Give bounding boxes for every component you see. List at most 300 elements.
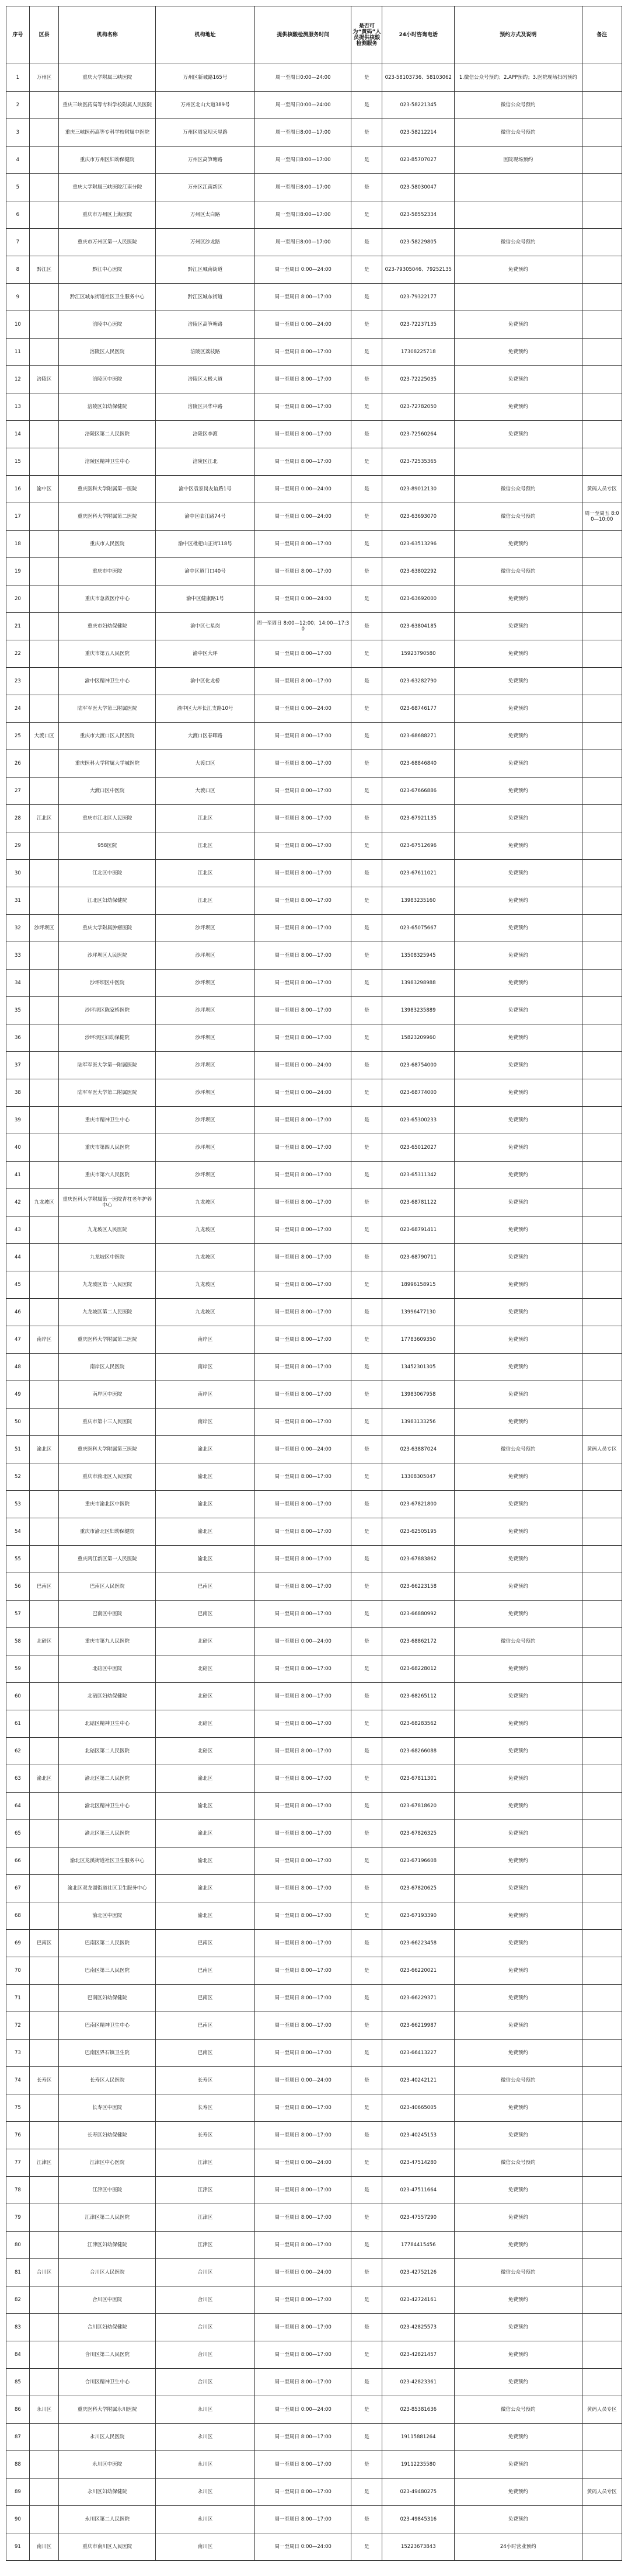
cell-name: 涪陵区第二人民医院 bbox=[59, 421, 156, 448]
cell-hours: 周一至周日 8:00—17:00 bbox=[254, 2506, 351, 2533]
cell-address: 巴南区 bbox=[156, 2012, 255, 2040]
cell-phone: 13508325945 bbox=[382, 942, 455, 970]
cell-address: 渝北区 bbox=[156, 1875, 255, 1902]
cell-hours: 周一至周日 0:00—24:00 bbox=[254, 256, 351, 284]
cell-booking: 免费预约 bbox=[455, 1271, 582, 1299]
table-row bbox=[6, 778, 622, 805]
cell-name: 黔江区城东街道社区卫生服务中心 bbox=[59, 284, 156, 311]
cell-booking: 免费预约 bbox=[455, 805, 582, 832]
cell-district: 巴南区 bbox=[29, 1930, 59, 1957]
cell-name: 重庆市妇幼保健院 bbox=[59, 613, 156, 640]
cell-district bbox=[29, 1957, 59, 1985]
cell-note bbox=[582, 1079, 622, 1107]
cell-address: 江北区 bbox=[156, 887, 255, 915]
cell-yellow-code: 是 bbox=[351, 119, 382, 147]
cell-name: 重庆市万州区上海医院 bbox=[59, 201, 156, 229]
cell-address: 合川区 bbox=[156, 2314, 255, 2341]
cell-yellow-code: 是 bbox=[351, 2451, 382, 2479]
cell-district bbox=[29, 1024, 59, 1052]
cell-address: 巴南区 bbox=[156, 1930, 255, 1957]
cell-name: 合川区精神卫生中心 bbox=[59, 2369, 156, 2396]
cell-seq: 70 bbox=[6, 1957, 30, 1985]
cell-seq: 27 bbox=[6, 778, 30, 805]
cell-district: 合川区 bbox=[29, 2259, 59, 2286]
cell-booking: 免费预约 bbox=[455, 1793, 582, 1820]
cell-address: 北碚区 bbox=[156, 1655, 255, 1683]
cell-note bbox=[582, 970, 622, 997]
cell-name: 重庆市中医院 bbox=[59, 558, 156, 585]
cell-name: 合川区人民医院 bbox=[59, 2259, 156, 2286]
cell-seq: 58 bbox=[6, 1628, 30, 1655]
cell-phone: 13983235160 bbox=[382, 887, 455, 915]
cell-address: 万州区太白路 bbox=[156, 201, 255, 229]
cell-hours: 周一至周日 8:00—17:00 bbox=[254, 1189, 351, 1216]
cell-district bbox=[29, 2012, 59, 2040]
cell-note bbox=[582, 1738, 622, 1765]
cell-phone: 023-47557290 bbox=[382, 2204, 455, 2232]
cell-phone: 17784415456 bbox=[382, 2232, 455, 2259]
cell-address: 沙坪坝区 bbox=[156, 942, 255, 970]
table-row bbox=[6, 585, 622, 613]
cell-phone: 023-42823361 bbox=[382, 2369, 455, 2396]
cell-district bbox=[29, 1079, 59, 1107]
cell-name: 江津区妇幼保健院 bbox=[59, 2232, 156, 2259]
cell-district: 渝中区 bbox=[29, 476, 59, 503]
cell-phone: 023-49845316 bbox=[382, 2506, 455, 2533]
cell-address: 渝中区道门口40号 bbox=[156, 558, 255, 585]
cell-name: 涪陵区人民医院 bbox=[59, 339, 156, 366]
cell-seq: 73 bbox=[6, 2040, 30, 2067]
table-row bbox=[6, 2286, 622, 2314]
table-row bbox=[6, 1244, 622, 1271]
cell-booking: 免费预约 bbox=[455, 1601, 582, 1628]
cell-seq: 90 bbox=[6, 2506, 30, 2533]
cell-note bbox=[582, 531, 622, 558]
cell-booking: 免费预约 bbox=[455, 2341, 582, 2369]
cell-hours: 周一至周日 8:00—17:00 bbox=[254, 778, 351, 805]
cell-phone: 13983133256 bbox=[382, 1409, 455, 1436]
cell-booking: 微信公众号预约 bbox=[455, 1628, 582, 1655]
cell-district bbox=[29, 119, 59, 147]
table-row bbox=[6, 1189, 622, 1216]
cell-hours: 周一至周日 8:00—17:00 bbox=[254, 1765, 351, 1793]
cell-yellow-code: 是 bbox=[351, 1902, 382, 1930]
cell-yellow-code: 是 bbox=[351, 1573, 382, 1601]
cell-booking: 免费预约 bbox=[455, 695, 582, 723]
cell-yellow-code: 是 bbox=[351, 1436, 382, 1463]
cell-district bbox=[29, 1655, 59, 1683]
cell-booking: 免费预约 bbox=[455, 997, 582, 1024]
table-row bbox=[6, 503, 622, 531]
cell-address: 巴南区 bbox=[156, 2040, 255, 2067]
cell-yellow-code: 是 bbox=[351, 256, 382, 284]
cell-district bbox=[29, 1820, 59, 1848]
cell-district bbox=[29, 1381, 59, 1409]
cell-address: 渝中区袁家岗友谊路1号 bbox=[156, 476, 255, 503]
cell-address: 渝中区临江路74号 bbox=[156, 503, 255, 531]
cell-hours: 周一至周日 8:00—17:00 bbox=[254, 339, 351, 366]
cell-hours: 周一至周日 8:00—17:00 bbox=[254, 421, 351, 448]
cell-yellow-code: 是 bbox=[351, 640, 382, 668]
cell-district bbox=[29, 860, 59, 887]
cell-seq: 77 bbox=[6, 2149, 30, 2177]
cell-phone: 023-67820625 bbox=[382, 1875, 455, 1902]
table-row bbox=[6, 1820, 622, 1848]
cell-seq: 15 bbox=[6, 448, 30, 476]
cell-district bbox=[29, 2451, 59, 2479]
cell-address: 北碚区 bbox=[156, 1683, 255, 1710]
cell-note bbox=[582, 1765, 622, 1793]
cell-hours: 周一至周日 8:00—17:00 bbox=[254, 2286, 351, 2314]
cell-district bbox=[29, 970, 59, 997]
table-row bbox=[6, 832, 622, 860]
cell-seq: 48 bbox=[6, 1354, 30, 1381]
cell-phone: 023-58212214 bbox=[382, 119, 455, 147]
cell-phone: 023-66220021 bbox=[382, 1957, 455, 1985]
table-row bbox=[6, 476, 622, 503]
cell-booking: 免费预约 bbox=[455, 1381, 582, 1409]
cell-phone: 13996477130 bbox=[382, 1299, 455, 1326]
cell-phone: 023-89012130 bbox=[382, 476, 455, 503]
cell-address: 九龙坡区 bbox=[156, 1189, 255, 1216]
cell-address: 沙坪坝区 bbox=[156, 1024, 255, 1052]
cell-booking: 微信公众号预约 bbox=[455, 1436, 582, 1463]
header-hours: 提供核酸检测服务时间 bbox=[254, 6, 351, 64]
cell-phone: 023-68688271 bbox=[382, 723, 455, 750]
cell-seq: 30 bbox=[6, 860, 30, 887]
table-row bbox=[6, 695, 622, 723]
cell-hours: 周一至周日 8:00—17:00 bbox=[254, 1930, 351, 1957]
cell-name: 北碚区妇幼保健院 bbox=[59, 1683, 156, 1710]
cell-note bbox=[582, 2369, 622, 2396]
cell-booking: 免费预约 bbox=[455, 2012, 582, 2040]
cell-district bbox=[29, 1875, 59, 1902]
cell-yellow-code: 是 bbox=[351, 1546, 382, 1573]
cell-district bbox=[29, 2424, 59, 2451]
cell-name: 涪陵区中医院 bbox=[59, 366, 156, 393]
cell-district bbox=[29, 1518, 59, 1546]
cell-yellow-code: 是 bbox=[351, 832, 382, 860]
cell-address: 大渡口区春晖路 bbox=[156, 723, 255, 750]
cell-note bbox=[582, 942, 622, 970]
cell-name: 九龙坡区第一人民医院 bbox=[59, 1271, 156, 1299]
cell-district bbox=[29, 832, 59, 860]
cell-name: 北碚区精神卫生中心 bbox=[59, 1710, 156, 1738]
cell-note bbox=[582, 2149, 622, 2177]
cell-address: 渝中区枇杷山正街118号 bbox=[156, 531, 255, 558]
cell-yellow-code: 是 bbox=[351, 2204, 382, 2232]
cell-district bbox=[29, 585, 59, 613]
table-row bbox=[6, 2204, 622, 2232]
cell-booking: 免费预约 bbox=[455, 2479, 582, 2506]
table-row bbox=[6, 668, 622, 695]
cell-yellow-code: 是 bbox=[351, 613, 382, 640]
cell-note bbox=[582, 887, 622, 915]
cell-phone: 023-68754000 bbox=[382, 1052, 455, 1079]
table-row bbox=[6, 2259, 622, 2286]
cell-yellow-code: 是 bbox=[351, 1079, 382, 1107]
cell-note bbox=[582, 1985, 622, 2012]
cell-booking: 免费预约 bbox=[455, 723, 582, 750]
table-row bbox=[6, 284, 622, 311]
cell-yellow-code: 是 bbox=[351, 2040, 382, 2067]
cell-district bbox=[29, 1134, 59, 1162]
cell-phone: 13983067958 bbox=[382, 1381, 455, 1409]
table-row bbox=[6, 723, 622, 750]
cell-note bbox=[582, 2341, 622, 2369]
cell-hours: 周一至周日 0:00—24:00 bbox=[254, 2067, 351, 2094]
cell-note bbox=[582, 1216, 622, 1244]
cell-seq: 75 bbox=[6, 2094, 30, 2122]
cell-address: 涪陵区高笋塘路 bbox=[156, 311, 255, 339]
cell-phone: 023-58030047 bbox=[382, 174, 455, 201]
cell-note bbox=[582, 1326, 622, 1354]
cell-yellow-code: 是 bbox=[351, 1710, 382, 1738]
table-row bbox=[6, 64, 622, 92]
cell-booking: 免费预约 bbox=[455, 1518, 582, 1546]
cell-phone: 15223673843 bbox=[382, 2533, 455, 2561]
cell-address: 九龙坡区 bbox=[156, 1244, 255, 1271]
cell-booking: 免费预约 bbox=[455, 2040, 582, 2067]
cell-address: 永川区 bbox=[156, 2479, 255, 2506]
cell-name: 958医院 bbox=[59, 832, 156, 860]
table-row bbox=[6, 1491, 622, 1518]
cell-district bbox=[29, 147, 59, 174]
cell-note bbox=[582, 1518, 622, 1546]
cell-note bbox=[582, 2314, 622, 2341]
cell-yellow-code: 是 bbox=[351, 585, 382, 613]
cell-note bbox=[582, 1189, 622, 1216]
cell-name: 重庆市万州区第一人民医院 bbox=[59, 229, 156, 256]
cell-note bbox=[582, 1601, 622, 1628]
cell-seq: 36 bbox=[6, 1024, 30, 1052]
cell-address: 渝北区 bbox=[156, 1902, 255, 1930]
cell-phone: 023-62505195 bbox=[382, 1518, 455, 1546]
table-row bbox=[6, 1409, 622, 1436]
cell-yellow-code: 是 bbox=[351, 1052, 382, 1079]
cell-name: 陆军军医大学第二附属医院 bbox=[59, 1079, 156, 1107]
cell-seq: 72 bbox=[6, 2012, 30, 2040]
cell-address: 合川区 bbox=[156, 2341, 255, 2369]
cell-seq: 3 bbox=[6, 119, 30, 147]
cell-address: 万州区新城路165号 bbox=[156, 64, 255, 92]
cell-booking: 免费预约 bbox=[455, 1655, 582, 1683]
table-row bbox=[6, 1354, 622, 1381]
cell-district bbox=[29, 778, 59, 805]
cell-booking: 免费预约 bbox=[455, 2286, 582, 2314]
cell-hours: 周一至周日 8:00—17:00 bbox=[254, 970, 351, 997]
cell-note bbox=[582, 1491, 622, 1518]
cell-yellow-code: 是 bbox=[351, 2067, 382, 2094]
cell-seq: 69 bbox=[6, 1930, 30, 1957]
cell-hours: 周一至周日 8:00—17:00 bbox=[254, 805, 351, 832]
cell-district bbox=[29, 1107, 59, 1134]
table-row bbox=[6, 1902, 622, 1930]
cell-district: 万州区 bbox=[29, 64, 59, 92]
table-row bbox=[6, 256, 622, 284]
cell-booking: 免费预约 bbox=[455, 366, 582, 393]
cell-address: 万州区高笋塘路 bbox=[156, 147, 255, 174]
cell-hours: 周一至周日 0:00—24:00 bbox=[254, 476, 351, 503]
cell-hours: 周一至周日 8:00—17:00 bbox=[254, 558, 351, 585]
cell-booking: 免费预约 bbox=[455, 1985, 582, 2012]
cell-booking: 免费预约 bbox=[455, 1299, 582, 1326]
cell-name: 北碚区第二人民医院 bbox=[59, 1738, 156, 1765]
cell-hours: 周一至周日 0:00—24:00 bbox=[254, 503, 351, 531]
cell-address: 长寿区 bbox=[156, 2094, 255, 2122]
cell-phone: 023-68846840 bbox=[382, 750, 455, 778]
cell-district bbox=[29, 531, 59, 558]
cell-phone: 023-72237135 bbox=[382, 311, 455, 339]
cell-phone: 023-72782050 bbox=[382, 393, 455, 421]
cell-hours: 周一至周日 8:00—17:00 bbox=[254, 997, 351, 1024]
cell-yellow-code: 是 bbox=[351, 970, 382, 997]
cell-booking: 免费预约 bbox=[455, 311, 582, 339]
cell-yellow-code: 是 bbox=[351, 1024, 382, 1052]
cell-name: 重庆市第十三人民医院 bbox=[59, 1409, 156, 1436]
table-row bbox=[6, 915, 622, 942]
table-row bbox=[6, 2232, 622, 2259]
cell-district bbox=[29, 2369, 59, 2396]
cell-hours: 周一至周日 8:00—17:00 bbox=[254, 1875, 351, 1902]
cell-phone: 023-79305046、79252135 bbox=[382, 256, 455, 284]
cell-hours: 周一至周日 8:00—17:00 bbox=[254, 1491, 351, 1518]
cell-district: 长寿区 bbox=[29, 2067, 59, 2094]
cell-seq: 7 bbox=[6, 229, 30, 256]
table-row bbox=[6, 1765, 622, 1793]
table-row bbox=[6, 1436, 622, 1463]
cell-note bbox=[582, 558, 622, 585]
cell-district: 江北区 bbox=[29, 805, 59, 832]
header-seq: 序号 bbox=[6, 6, 30, 64]
table-row bbox=[6, 1381, 622, 1409]
cell-district: 北碚区 bbox=[29, 1628, 59, 1655]
table-row bbox=[6, 1985, 622, 2012]
table-header bbox=[6, 6, 622, 64]
cell-hours: 周一至周日 8:00—17:00 bbox=[254, 1381, 351, 1409]
cell-name: 涪陵区妇幼保健院 bbox=[59, 393, 156, 421]
cell-name: 渝北区第三人民医院 bbox=[59, 1820, 156, 1848]
cell-yellow-code: 是 bbox=[351, 1107, 382, 1134]
cell-yellow-code: 是 bbox=[351, 1491, 382, 1518]
cell-booking: 微信公众号预约 bbox=[455, 92, 582, 119]
cell-hours: 周一至周日 0:00—24:00 bbox=[254, 1628, 351, 1655]
cell-seq: 37 bbox=[6, 1052, 30, 1079]
cell-booking: 24小时营业预约 bbox=[455, 2533, 582, 2561]
cell-yellow-code: 是 bbox=[351, 503, 382, 531]
cell-phone: 023-68265112 bbox=[382, 1683, 455, 1710]
cell-phone: 023-68790711 bbox=[382, 1244, 455, 1271]
cell-note bbox=[582, 2286, 622, 2314]
cell-seq: 86 bbox=[6, 2396, 30, 2424]
cell-hours: 周一至周日 8:00—17:00 bbox=[254, 1518, 351, 1546]
cell-yellow-code: 是 bbox=[351, 393, 382, 421]
cell-note: 黄码人员专区 bbox=[582, 2479, 622, 2506]
cell-booking: 免费预约 bbox=[455, 1848, 582, 1875]
cell-note bbox=[582, 2094, 622, 2122]
cell-phone: 023-66223158 bbox=[382, 1573, 455, 1601]
cell-note bbox=[582, 229, 622, 256]
cell-note: 黄码人员专区 bbox=[582, 476, 622, 503]
cell-booking: 免费预约 bbox=[455, 778, 582, 805]
cell-yellow-code: 是 bbox=[351, 366, 382, 393]
cell-phone: 023-67611021 bbox=[382, 860, 455, 887]
cell-name: 江北区中医院 bbox=[59, 860, 156, 887]
cell-district: 九龙坡区 bbox=[29, 1189, 59, 1216]
cell-yellow-code: 是 bbox=[351, 1381, 382, 1409]
cell-address: 九龙坡区 bbox=[156, 1299, 255, 1326]
table-row bbox=[6, 1655, 622, 1683]
table-row bbox=[6, 1793, 622, 1820]
cell-district bbox=[29, 2341, 59, 2369]
cell-note bbox=[582, 311, 622, 339]
cell-hours: 周一至周日 8:00—12:00；14:00—17:30 bbox=[254, 613, 351, 640]
header-booking: 预约方式及说明 bbox=[455, 6, 582, 64]
table-row bbox=[6, 229, 622, 256]
cell-hours: 周一至周日8:00—17:00 bbox=[254, 201, 351, 229]
cell-address: 永川区 bbox=[156, 2396, 255, 2424]
cell-booking: 免费预约 bbox=[455, 668, 582, 695]
cell-seq: 29 bbox=[6, 832, 30, 860]
cell-yellow-code: 是 bbox=[351, 2094, 382, 2122]
cell-phone: 023-68746177 bbox=[382, 695, 455, 723]
cell-booking: 免费预约 bbox=[455, 2232, 582, 2259]
cell-seq: 26 bbox=[6, 750, 30, 778]
cell-name: 重庆三峡医药高等专科学校附属人民医院 bbox=[59, 92, 156, 119]
cell-note bbox=[582, 723, 622, 750]
cell-note bbox=[582, 2232, 622, 2259]
cell-seq: 82 bbox=[6, 2286, 30, 2314]
cell-district bbox=[29, 92, 59, 119]
cell-seq: 34 bbox=[6, 970, 30, 997]
cell-phone: 15823209960 bbox=[382, 1024, 455, 1052]
cell-address: 江北区 bbox=[156, 860, 255, 887]
cell-phone: 13983298988 bbox=[382, 970, 455, 997]
table-row bbox=[6, 2314, 622, 2341]
cell-note bbox=[582, 915, 622, 942]
cell-name: 合川区第二人民医院 bbox=[59, 2341, 156, 2369]
table-body bbox=[6, 64, 622, 2561]
cell-seq: 22 bbox=[6, 640, 30, 668]
cell-yellow-code: 是 bbox=[351, 1354, 382, 1381]
cell-name: 重庆医科大学附属第三医院 bbox=[59, 1436, 156, 1463]
cell-address: 长寿区 bbox=[156, 2122, 255, 2149]
cell-hours: 周一至周日 8:00—17:00 bbox=[254, 2451, 351, 2479]
cell-district: 江津区 bbox=[29, 2149, 59, 2177]
cell-name: 沙坪坝区陈家桥医院 bbox=[59, 997, 156, 1024]
cell-booking: 免费预约 bbox=[455, 339, 582, 366]
table-row bbox=[6, 174, 622, 201]
cell-note bbox=[582, 1463, 622, 1491]
cell-note bbox=[582, 393, 622, 421]
cell-hours: 周一至周日 0:00—24:00 bbox=[254, 2396, 351, 2424]
cell-booking: 微信公众号预约 bbox=[455, 2067, 582, 2094]
cell-booking: 免费预约 bbox=[455, 1738, 582, 1765]
cell-address: 大渡口区 bbox=[156, 778, 255, 805]
table-row bbox=[6, 2451, 622, 2479]
cell-yellow-code: 是 bbox=[351, 1299, 382, 1326]
cell-district bbox=[29, 339, 59, 366]
cell-yellow-code: 是 bbox=[351, 887, 382, 915]
table-row bbox=[6, 311, 622, 339]
cell-district: 沙坪坝区 bbox=[29, 915, 59, 942]
cell-seq: 52 bbox=[6, 1463, 30, 1491]
cell-name: 渝中区精神卫生中心 bbox=[59, 668, 156, 695]
cell-note bbox=[582, 1134, 622, 1162]
cell-name: 重庆医科大学附属第一医院 bbox=[59, 476, 156, 503]
table-row bbox=[6, 2506, 622, 2533]
table-row bbox=[6, 1848, 622, 1875]
